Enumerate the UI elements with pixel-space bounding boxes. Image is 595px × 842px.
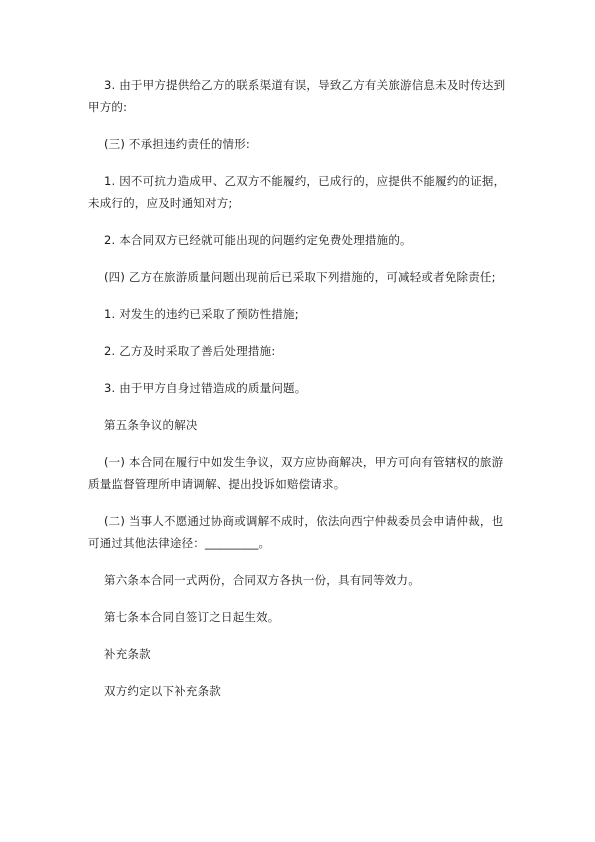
supplementary-intro: 双方约定以下补充条款 bbox=[104, 684, 221, 698]
supplementary-heading: 补充条款 bbox=[104, 647, 151, 661]
paragraph-dispute-negotiation: (一) 本合同在履行中如发生争议，双方应协商解决，甲方可向有管辖权的旅游质量监督管理所申请调解、提出投诉如赔偿请求。 bbox=[88, 455, 504, 491]
paragraph-clause-3-contact-error: 3. 由于甲方提供给乙方的联系渠道有误，导致乙方有关旅游信息未及时传达到甲方的: bbox=[88, 78, 506, 114]
paragraph-arbitration: (二) 当事人不愿通过协商或调解不成时，依法向西宁仲裁委员会申请仲裁，也可通过其他法律途径：_________。 bbox=[88, 514, 504, 550]
paragraph-free-handling: 2. 本合同双方已经就可能出现的问题约定免费处理措施的。 bbox=[104, 233, 412, 247]
paragraph-force-majeure: 1. 因不可抗力造成甲、乙双方不能履约，已成行的，应提供不能履约的证据，未成行的，应及时通知对方; bbox=[88, 174, 506, 210]
paragraph-section-4-heading: (四) 乙方在旅游质量问题出现前后已采取下列措施的，可减轻或者免除责任; bbox=[104, 270, 496, 284]
article-5-heading: 第五条争议的解决 bbox=[104, 418, 198, 432]
paragraph-remedial-measures: 2. 乙方及时采取了善后处理措施: bbox=[104, 344, 276, 358]
paragraph-party-a-fault: 3. 由于甲方自身过错造成的质量问题。 bbox=[104, 381, 307, 395]
article-6-copies: 第六条本合同一式两份，合同双方各执一份，具有同等效力。 bbox=[104, 573, 420, 587]
paragraph-preventive-measures: 1. 对发生的违约已采取了预防性措施; bbox=[104, 307, 299, 321]
paragraph-section-3-heading: (三) 不承担违约责任的情形: bbox=[104, 137, 251, 151]
article-7-effective: 第七条本合同自签订之日起生效。 bbox=[104, 610, 280, 624]
